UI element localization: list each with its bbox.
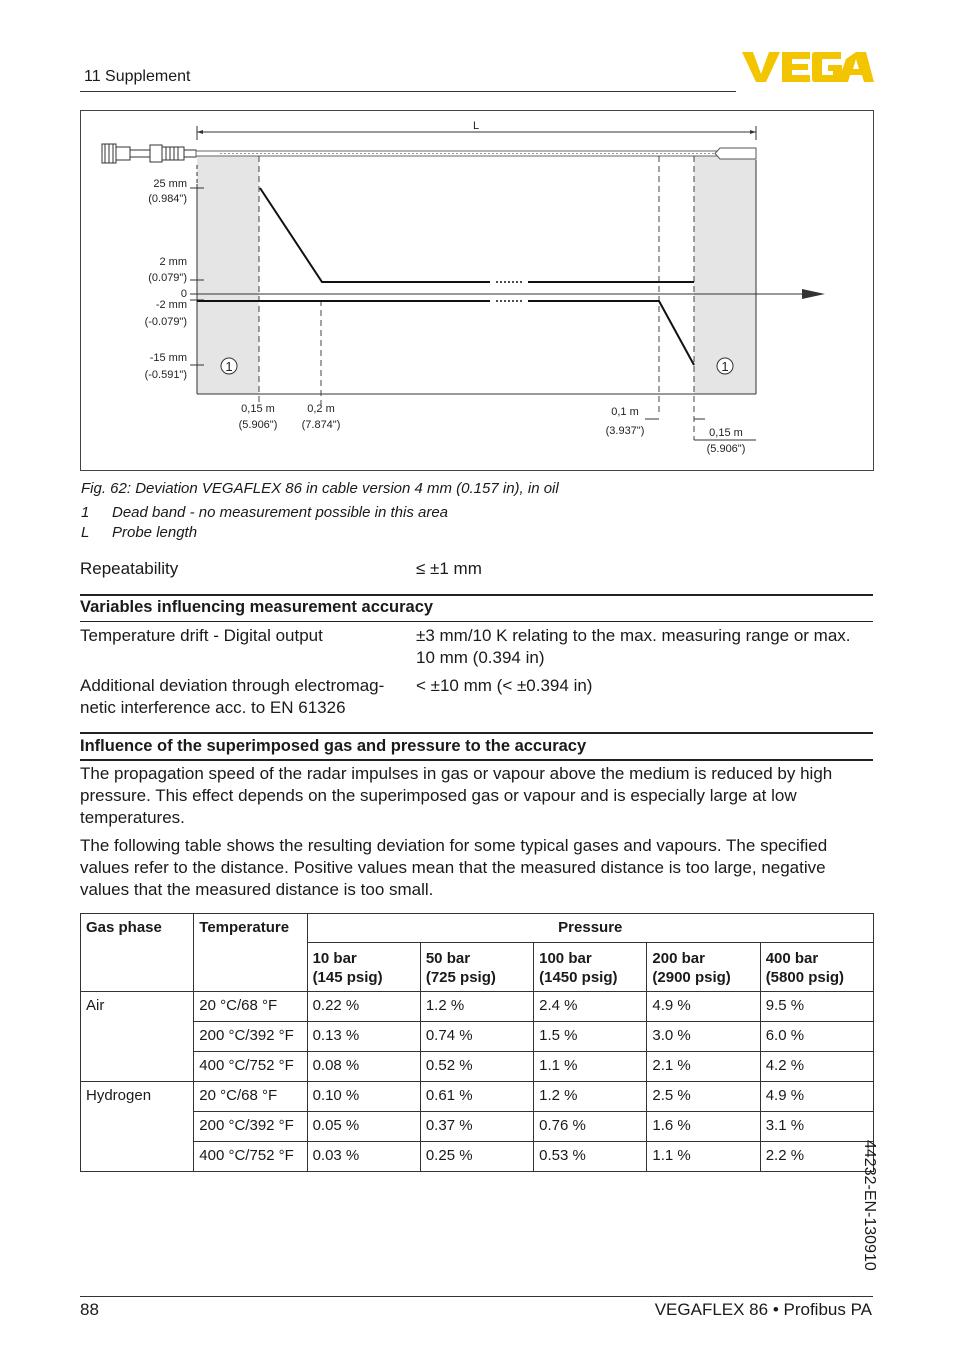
variables-title: Variables influencing measurement accuracy (80, 598, 434, 616)
y-label: (0.079") (148, 272, 187, 284)
deviation-cell: 4.9 % (647, 992, 760, 1022)
deviation-cell: 0.76 % (534, 1112, 647, 1142)
svg-text:1: 1 (721, 359, 729, 374)
deviation-cell: 1.2 % (534, 1082, 647, 1112)
deviation-cell: 2.5 % (647, 1082, 760, 1112)
temperature-cell: 400 °C/752 °F (194, 1052, 307, 1082)
svg-text:1: 1 (225, 359, 233, 374)
y-label: -2 mm (155, 299, 187, 311)
vega-logo (740, 50, 874, 84)
temperature-cell: 20 °C/68 °F (194, 1082, 307, 1112)
deviation-cell: 1.1 % (534, 1052, 647, 1082)
deviation-cell: 3.0 % (647, 1022, 760, 1052)
temperature-cell: 200 °C/392 °F (194, 1112, 307, 1142)
x-label: 0,15 m (709, 427, 743, 439)
gas-cell: Air (81, 992, 194, 1082)
temperature-cell: 400 °C/752 °F (194, 1142, 307, 1172)
temperature-cell: 200 °C/392 °F (194, 1022, 307, 1052)
repeatability-value: ≤ ±1 mm (416, 559, 482, 578)
y-label: (-0.591") (144, 369, 187, 381)
col-header-pressure: Pressure (307, 914, 873, 943)
table-row (81, 1142, 874, 1172)
legend-text: Dead band - no measurement possible in this area (112, 504, 449, 521)
deviation-cell: 0.25 % (420, 1142, 533, 1172)
x-label: (7.874") (301, 419, 341, 431)
deviation-cell: 2.4 % (534, 992, 647, 1022)
deviation-cell: 3.1 % (760, 1112, 873, 1142)
gas-section-title: Influence of the superimposed gas and pressure to the accuracy (80, 737, 587, 755)
deviation-cell: 0.61 % (420, 1082, 533, 1112)
x-label: (3.937") (605, 425, 645, 437)
y-label: 0 (180, 288, 187, 300)
deviation-cell: 9.5 % (760, 992, 873, 1022)
deviation-cell: 0.53 % (534, 1142, 647, 1172)
footer-product: VEGAFLEX 86 • Profibus PA (654, 1300, 872, 1319)
deviation-cell: 1.5 % (534, 1022, 647, 1052)
temperature-cell: 20 °C/68 °F (194, 992, 307, 1022)
section-rule (80, 732, 873, 734)
table-row (81, 1112, 874, 1142)
repeatability-label: Repeatability (80, 559, 179, 578)
deviation-cell: 4.9 % (760, 1082, 873, 1112)
gas-paragraph-2: The following table shows the resulting deviation for some typical gases and vapours. The specified values refer to the distance. Positive values mean that the measured distance is too large, negative values that the measured distance is too small. (80, 836, 828, 899)
pressure-header: 100 bar (1450 psig) (534, 943, 647, 992)
col-header-gas: Gas phase (81, 914, 194, 992)
table-row (81, 1052, 874, 1082)
gas-deviation-table (80, 913, 874, 1172)
deviation-cell: 0.13 % (307, 1022, 420, 1052)
deviation-cell: 0.05 % (307, 1112, 420, 1142)
deviation-cell: 0.03 % (307, 1142, 420, 1172)
deviation-cell: 0.37 % (420, 1112, 533, 1142)
deviation-cell: 4.2 % (760, 1052, 873, 1082)
y-label: (0.984") (148, 193, 187, 205)
section-rule (80, 594, 873, 596)
x-label: 0,1 m (611, 406, 639, 418)
footer-rule (80, 1296, 873, 1297)
pressure-header: 400 bar (5800 psig) (760, 943, 873, 992)
pressure-header: 10 bar (145 psig) (307, 943, 420, 992)
variable-value: ±3 mm/10 K relating to the max. measuring range or max. 10 mm (0.394 in) (416, 626, 851, 667)
x-label: (5.906") (238, 419, 278, 431)
deviation-cell: 1.2 % (420, 992, 533, 1022)
x-label: 0,2 m (307, 403, 335, 415)
deviation-cell: 0.74 % (420, 1022, 533, 1052)
variable-label: Additional deviation through electromag-netic interference acc. to EN 61326 (80, 676, 385, 717)
deviation-cell: 6.0 % (760, 1022, 873, 1052)
y-label: -15 mm (149, 352, 187, 364)
section-header: 11 Supplement (84, 68, 191, 85)
deviation-cell: 0.22 % (307, 992, 420, 1022)
x-label: 0,15 m (241, 403, 275, 415)
section-rule (80, 759, 873, 761)
document-code: 44232-EN-130910 (861, 1140, 878, 1271)
deviation-cell: 1.1 % (647, 1142, 760, 1172)
variable-value: < ±10 mm (< ±0.394 in) (416, 676, 593, 695)
pressure-header: 200 bar (2900 psig) (647, 943, 760, 992)
deviation-cell: 1.6 % (647, 1112, 760, 1142)
deviation-cell: 2.1 % (647, 1052, 760, 1082)
deviation-cell: 0.08 % (307, 1052, 420, 1082)
deviation-cell: 2.2 % (760, 1142, 873, 1172)
pressure-header: 50 bar (725 psig) (420, 943, 533, 992)
table-row (81, 992, 874, 1022)
deviation-cell: 0.10 % (307, 1082, 420, 1112)
probe-length-label: L (473, 120, 480, 132)
y-label: (-0.079") (144, 316, 187, 328)
figure-caption: Fig. 62: Deviation VEGAFLEX 86 in cable version 4 mm (0.157 in), in oil (81, 480, 559, 497)
legend-key: 1 (81, 504, 90, 521)
page-number: 88 (80, 1300, 99, 1319)
upper-deviation-line (260, 188, 490, 282)
variable-label: Temperature drift - Digital output (80, 626, 323, 645)
table-row (81, 1082, 874, 1112)
gas-cell: Hydrogen (81, 1082, 194, 1172)
legend-text: Probe length (112, 524, 198, 541)
gas-paragraph-1: The propagation speed of the radar impulses in gas or vapour above the medium is reduced by high pressure. This effect depends on the superimposed gas or vapour and is especially large at low temperatures. (80, 764, 833, 827)
col-header-temperature: Temperature (194, 914, 307, 992)
section-rule (80, 621, 873, 622)
y-label: 2 mm (159, 256, 187, 268)
legend-key: L (81, 524, 90, 541)
deviation-cell: 0.52 % (420, 1052, 533, 1082)
deviation-diagram (80, 110, 874, 471)
table-row (81, 1022, 874, 1052)
header-rule (80, 91, 736, 92)
x-label: (5.906") (706, 443, 746, 455)
y-label: 25 mm (153, 178, 187, 190)
